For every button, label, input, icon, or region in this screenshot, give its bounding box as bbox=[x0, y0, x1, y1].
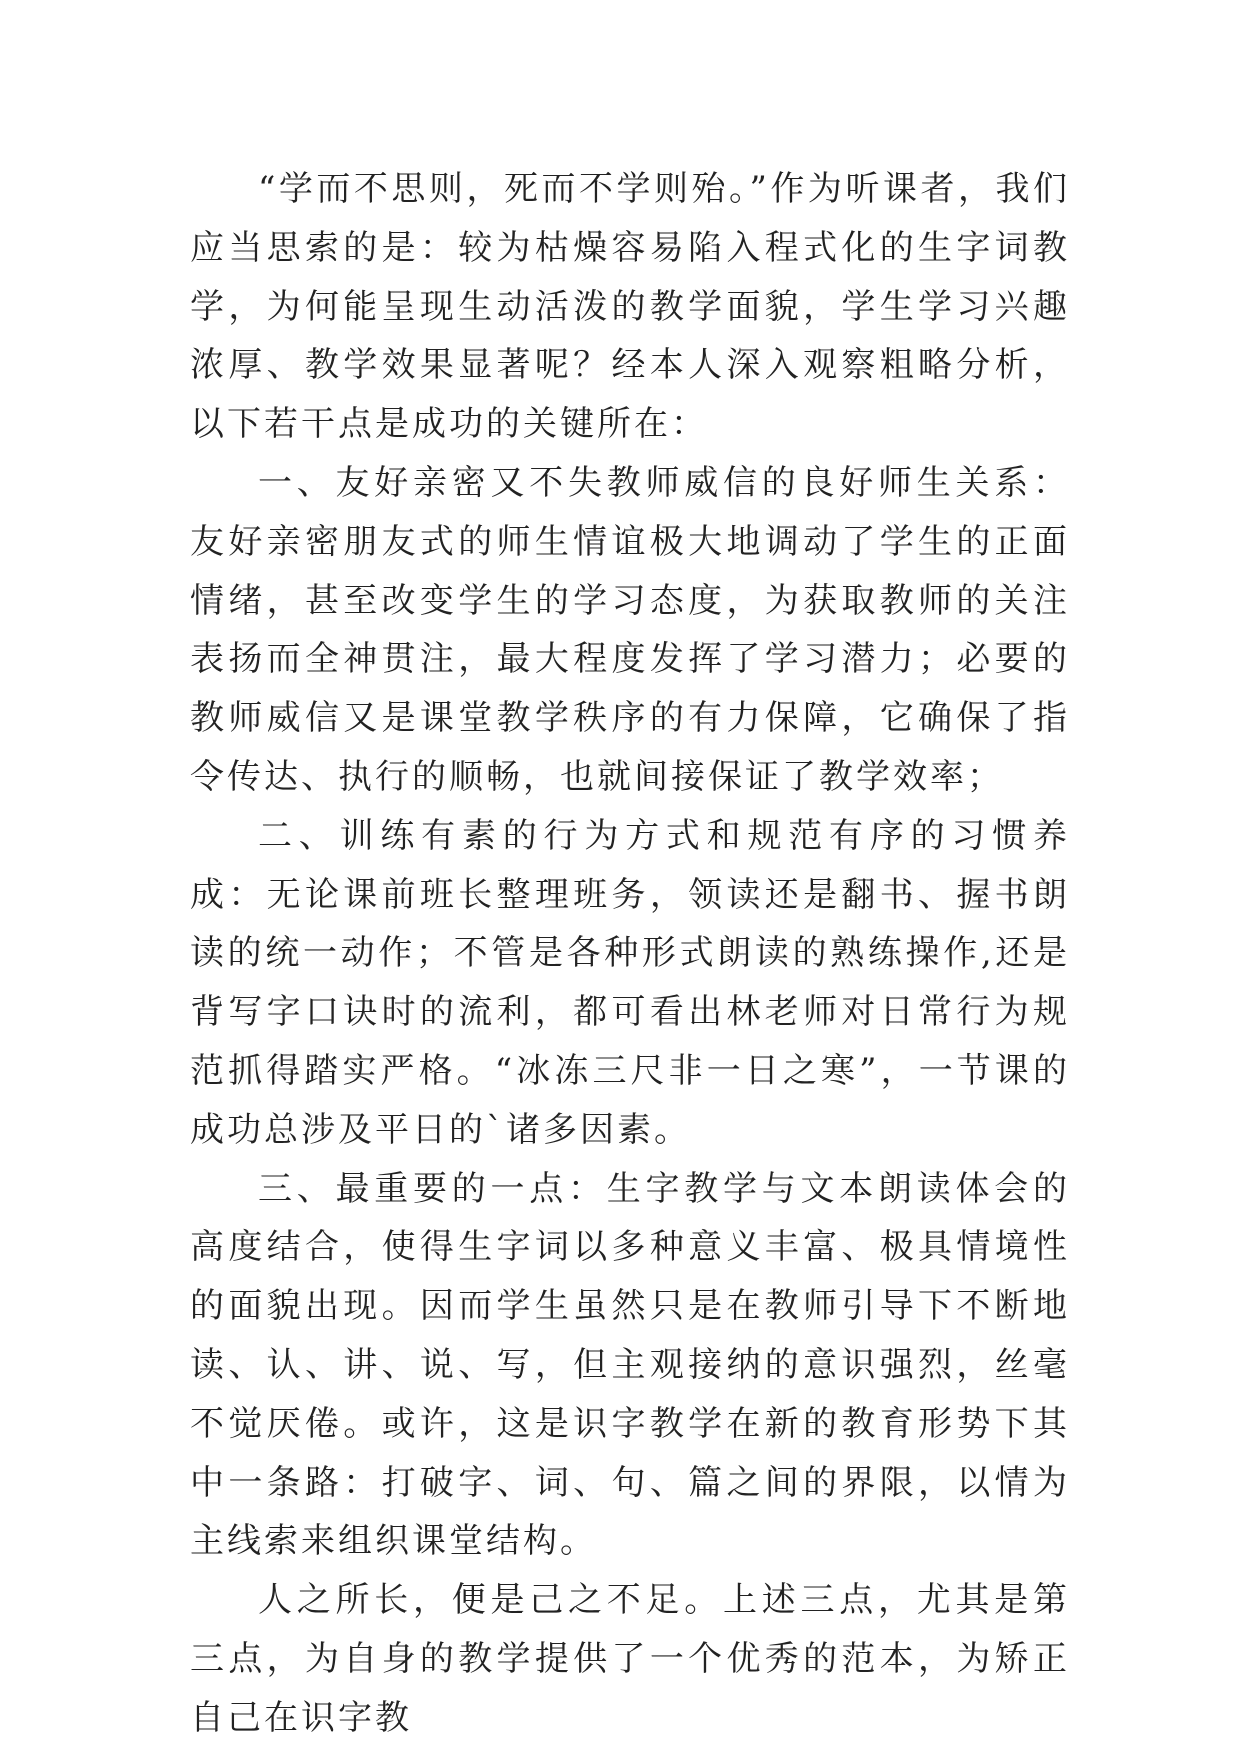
paragraph-conclusion: 人之所长，便是己之不足。上述三点，尤其是第三点，为自身的教学提供了一个优秀的范本，为矫正自己在识字教 bbox=[190, 1580, 1070, 1738]
document-body bbox=[190, 160, 1070, 1748]
paragraph-point-one: 一、友好亲密又不失教师威信的良好师生关系：友好亲密朋友式的师生情谊极大地调动了学生的正面情绪，甚至改变学生的学习态度，为获取教师的关注表扬而全神贯注，最大程度发挥了学习潜力；必要的教师威信又是课堂教学秩序的有力保障，它确保了指令传达、执行的顺畅，也就间接保证了教学效率； bbox=[190, 462, 1070, 797]
paragraph-intro: “学而不思则，死而不学则殆。”作为听课者，我们应当思索的是：较为枯燥容易陷入程式化的生字词教学，为何能呈现生动活泼的教学面貌，学生学习兴趣浓厚、教学效果显著呢？经本人深入观察粗略分析，以下若干点是成功的关键所在： bbox=[190, 169, 1070, 445]
paragraph-point-three: 三、最重要的一点：生字教学与文本朗读体会的高度结合，使得生字词以多种意义丰富、极具情境性的面貌出现。因而学生虽然只是在教师引导下不断地读、认、讲、说、写，但主观接纳的意识强烈，丝毫不觉厌倦。或许，这是识字教学在新的教育形势下其中一条路：打破字、词、句、篇之间的界限，以情为主线索来组织课堂结构。 bbox=[190, 1168, 1070, 1562]
paragraph-point-two: 二、训练有素的行为方式和规范有序的习惯养成：无论课前班长整理班务，领读还是翻书、握书朗读的统一动作；不管是各种形式朗读的熟练操作,还是背写字口诀时的流利，都可看出林老师对日常行为规范抓得踏实严格。“冰冻三尺非一日之寒”，一节课的成功总涉及平日的`诸多因素。 bbox=[190, 815, 1070, 1150]
